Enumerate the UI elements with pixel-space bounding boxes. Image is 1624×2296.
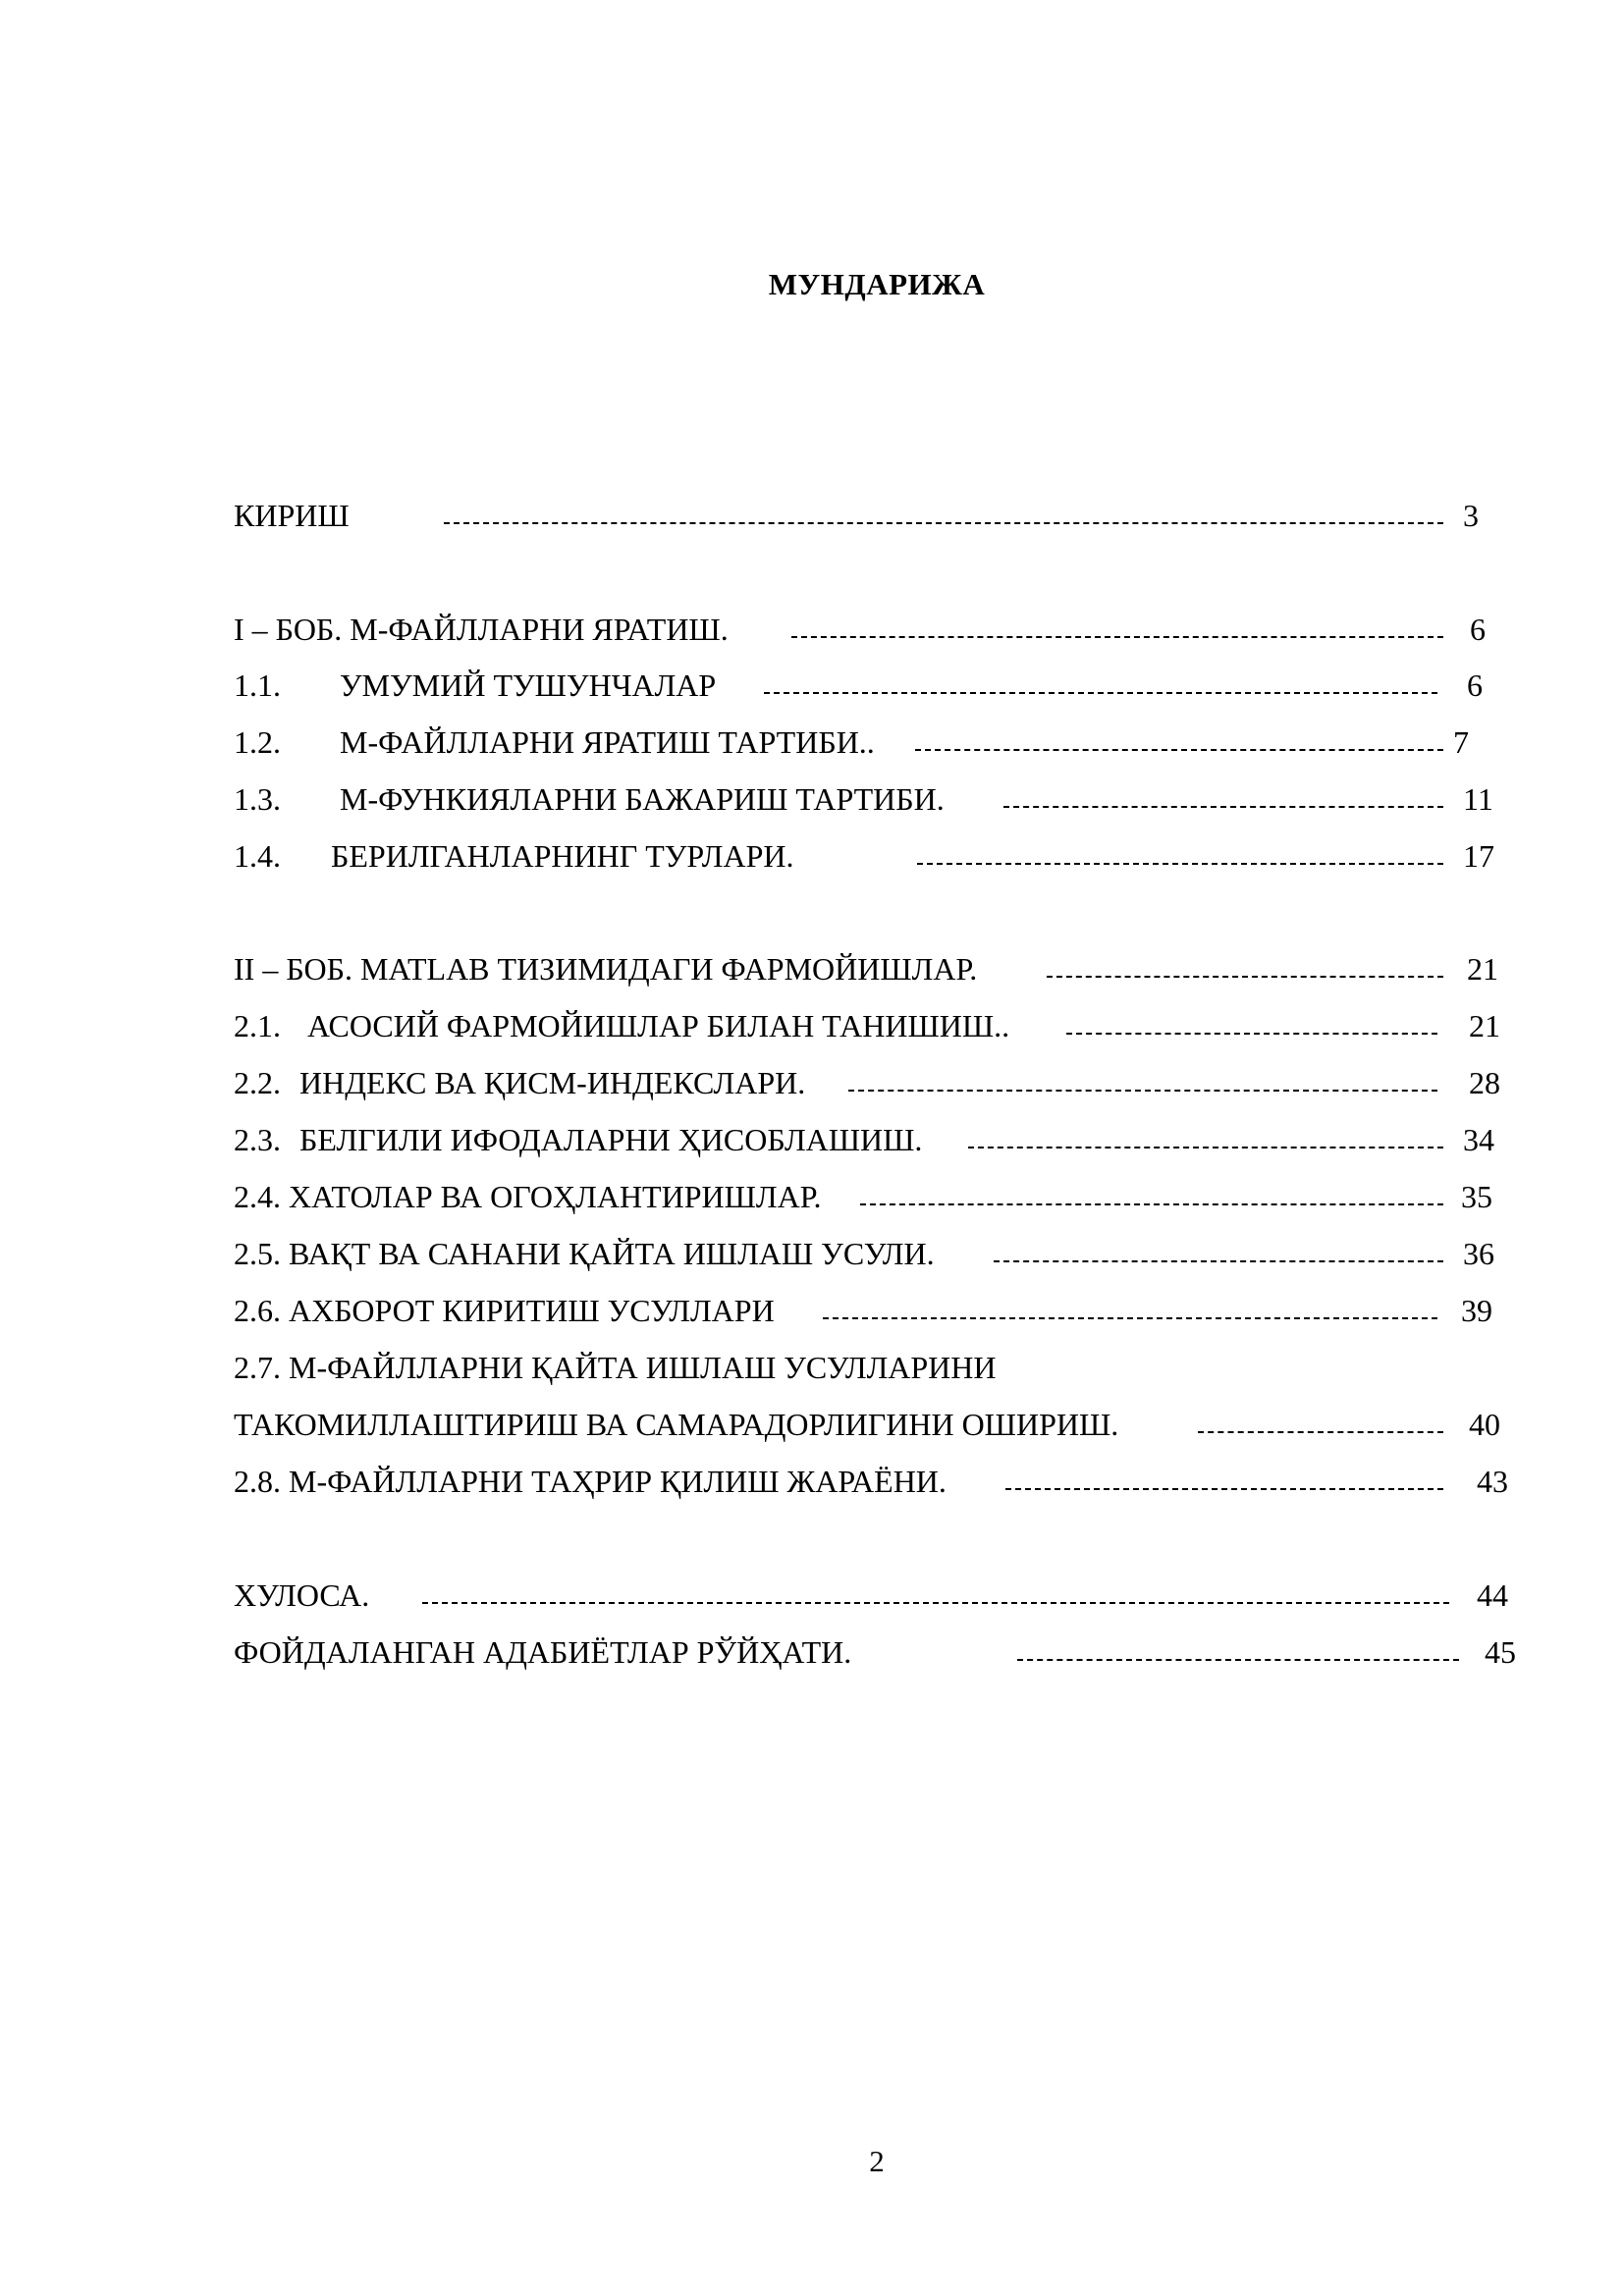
toc-entry-2-1: [0, 1006, 1624, 1045]
toc-leader: [1003, 806, 1443, 808]
toc-leader: [848, 1090, 1437, 1092]
toc-leader: [823, 1317, 1437, 1319]
toc-entry-number: 2.2.: [234, 1065, 281, 1100]
toc-leader: [444, 522, 1443, 524]
toc-entry-label: 2.7. М-ФАЙЛЛАРНИ ҚАЙТА ИШЛАШ УСУЛЛАРИНИ: [234, 1350, 997, 1385]
toc-entry-label: 2.8. М-ФАЙЛЛАРНИ ТАҲРИР ҚИЛИШ ЖАРАЁНИ.: [234, 1464, 947, 1499]
toc-entry-label: АСОСИЙ ФАРМОЙИШЛАР БИЛАН ТАНИШИШ..: [307, 1008, 1010, 1043]
toc-entry-label: ТАКОМИЛЛАШТИРИШ ВА САМАРАДОРЛИГИНИ ОШИРИШ.: [234, 1407, 1119, 1442]
toc-entry-label: 2.6. АХБОРОТ КИРИТИШ УСУЛЛАРИ: [234, 1293, 775, 1328]
toc-entry-1-1: [0, 666, 1624, 705]
toc-entry-label: II – БОБ. MATLAB ТИЗИМИДАГИ ФАРМОЙИШЛАР.: [234, 951, 978, 987]
toc-entry-label: БЕЛГИЛИ ИФОДАЛАРНИ ҲИСОБЛАШИШ.: [299, 1122, 923, 1157]
toc-entry-label: М-ФУНКИЯЛАРНИ БАЖАРИШ ТАРТИБИ.: [340, 781, 945, 817]
toc-entry-2-5: [0, 1234, 1624, 1273]
toc-entry-chapter-1: [0, 610, 1624, 649]
toc-entry-references: [0, 1632, 1624, 1672]
toc-entry-2-3: [0, 1120, 1624, 1159]
toc-entry-chapter-2: [0, 949, 1624, 988]
toc-entry-page: 17: [1463, 838, 1494, 874]
toc-entry-2-7-line-1: [0, 1348, 1624, 1387]
toc-entry-conclusion: [0, 1575, 1624, 1615]
toc-entry-2-4: [0, 1177, 1624, 1216]
toc-entry-number: 1.1.: [234, 667, 281, 703]
toc-leader: [915, 749, 1443, 751]
toc-entry-page: 21: [1467, 951, 1498, 987]
toc-entry-2-7-line-2: [0, 1405, 1624, 1444]
toc-entry-page: 21: [1469, 1008, 1500, 1043]
toc-entry-number: 2.3.: [234, 1122, 281, 1157]
toc-leader: [1017, 1659, 1459, 1661]
toc-entry-label: ФОЙДАЛАНГАН АДАБИЁТЛАР РЎЙҲАТИ.: [234, 1634, 852, 1670]
toc-entry-page: 45: [1485, 1634, 1516, 1670]
toc-leader: [1005, 1488, 1443, 1490]
toc-leader: [917, 863, 1443, 865]
toc-entry-2-2: [0, 1063, 1624, 1102]
toc-leader: [1066, 1033, 1437, 1035]
toc-entry-number: 2.1.: [234, 1008, 281, 1043]
toc-leader: [860, 1203, 1443, 1205]
toc-title: МУНДАРИЖА: [768, 267, 986, 301]
toc-entry-2-8: [0, 1462, 1624, 1501]
toc-entry-page: 34: [1463, 1122, 1494, 1157]
page-number: 2: [869, 2144, 885, 2178]
toc-entry-number: 1.3.: [234, 781, 281, 817]
toc-entry-label: М-ФАЙЛЛАРНИ ЯРАТИШ ТАРТИБИ..: [340, 724, 875, 760]
toc-entry-page: 7: [1453, 724, 1469, 760]
toc-entry-number: 1.2.: [234, 724, 281, 760]
toc-leader: [764, 692, 1437, 694]
toc-leader: [422, 1602, 1449, 1604]
toc-entry-page: 43: [1477, 1464, 1508, 1499]
toc-leader: [994, 1260, 1443, 1262]
toc-leader: [791, 636, 1443, 638]
toc-entry-1-3: [0, 779, 1624, 819]
toc-entry-intro: [0, 496, 1624, 535]
toc-entry-page: 44: [1477, 1577, 1508, 1613]
toc-entry-label: I – БОБ. М-ФАЙЛЛАРНИ ЯРАТИШ.: [234, 612, 729, 647]
toc-entry-page: 36: [1463, 1236, 1494, 1271]
toc-entry-page: 40: [1469, 1407, 1500, 1442]
toc-entry-page: 28: [1469, 1065, 1500, 1100]
toc-entry-label: ХУЛОСА.: [234, 1577, 370, 1613]
toc-entry-page: 6: [1467, 667, 1483, 703]
toc-entry-number: 1.4.: [234, 838, 281, 874]
toc-entry-page: 35: [1461, 1179, 1492, 1214]
toc-entry-label: УМУМИЙ ТУШУНЧАЛАР: [340, 667, 717, 703]
toc-entry-label: 2.5. ВАҚТ ВА САНАНИ ҚАЙТА ИШЛАШ УСУЛИ.: [234, 1236, 935, 1271]
toc-entry-page: 39: [1461, 1293, 1492, 1328]
toc-entry-label: КИРИШ: [234, 498, 350, 533]
toc-entry-label: 2.4. ХАТОЛАР ВА ОГОҲЛАНТИРИШЛАР.: [234, 1179, 822, 1214]
toc-entry-2-6: [0, 1291, 1624, 1330]
toc-entry-1-2: [0, 722, 1624, 762]
toc-leader: [1198, 1431, 1443, 1433]
toc-entry-label: БЕРИЛГАНЛАРНИНГ ТУРЛАРИ.: [331, 838, 794, 874]
toc-entry-page: 6: [1470, 612, 1486, 647]
toc-entry-1-4: [0, 836, 1624, 876]
toc-entry-page: 11: [1463, 781, 1493, 817]
toc-entry-label: ИНДЕКС ВА ҚИСМ-ИНДЕКСЛАРИ.: [299, 1065, 806, 1100]
toc-leader: [968, 1147, 1443, 1148]
toc-leader: [1047, 976, 1443, 978]
toc-entry-page: 3: [1463, 498, 1479, 533]
